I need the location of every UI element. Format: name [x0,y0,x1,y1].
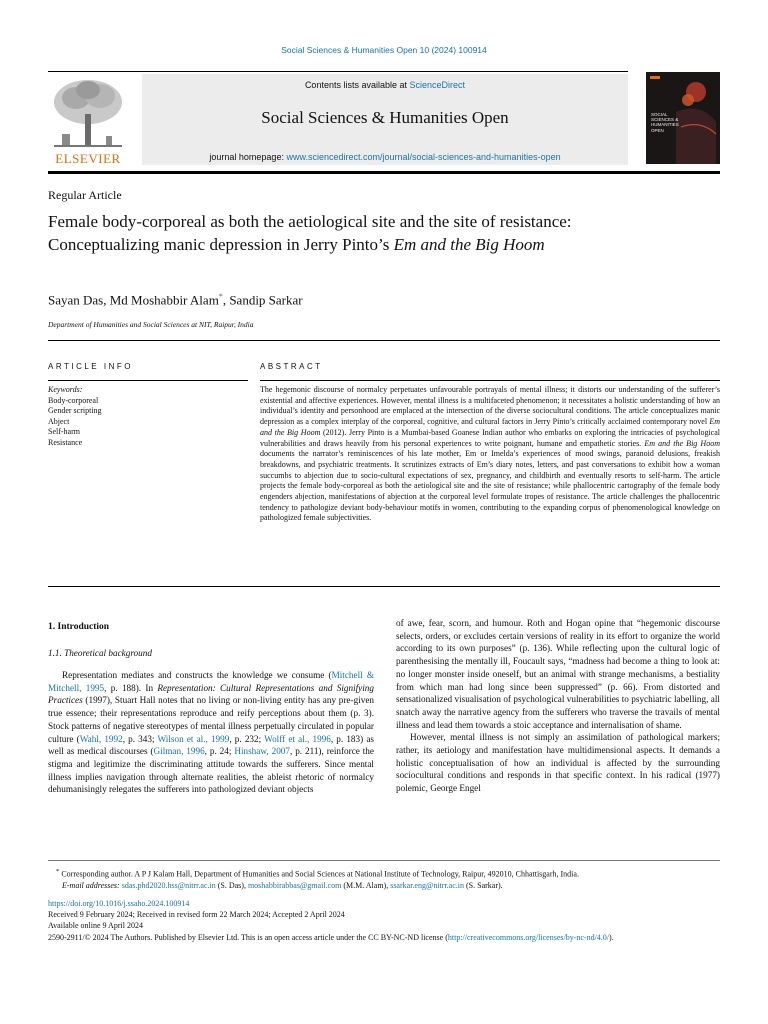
title-text: Female body-corporeal as both the aetiological site and the site of resistance: Conceptualizing manic depression in Jerry Pinto’s [48,212,572,254]
body-paragraph: However, mental illness is not simply an assimilation of pathological markers; rather, its aetiology and manifestation have multidimensional aspects. It demands a holistic conceptualisation of how an individual is affected by the surrounding sociocultural conditions and responds in that specific context. In his radical (1977) polemic, George Engel [396,732,720,794]
keyword: Gender scripting [48,406,102,416]
article-type: Regular Article [48,188,122,202]
email-owner: (S. Sarkar). [464,880,503,890]
body-text: , p. 188). In [104,682,158,693]
sciencedirect-link[interactable]: ScienceDirect [409,80,466,90]
cover-line: HUMANITIES [651,122,679,128]
body-right-column [396,617,720,795]
divider [48,340,720,341]
footnote-text: Corresponding author. A P J Kalam Hall, Department of Humanities and Social Sciences at National Institute of Technology, Raipur, 492010, Chhattisgarh, India. [59,869,579,879]
divider [48,586,720,587]
journal-reference[interactable]: Social Sciences & Humanities Open 10 (2024) 100914 [281,45,487,55]
body-text: , p. 232; [229,733,265,744]
keyword: Resistance [48,437,83,447]
subsection-heading: 1.1. Theoretical background [48,648,152,658]
abstract-rule [260,380,720,381]
keyword: Self-harm [48,427,80,437]
body-text: Representation mediates and constructs the knowledge we consume ( [62,670,332,680]
corresponding-author-note [48,866,720,880]
citation-link[interactable]: Mitchell & Mitchell, 1995 [48,670,375,693]
author-name[interactable]: Sandip Sarkar [229,292,303,308]
abstract-heading: ABSTRACT [260,362,323,371]
citation-link[interactable]: Wahl, 1992 [79,733,123,744]
author-name[interactable]: Md Moshabbir Alam [109,292,219,308]
cover-line: SCIENCES & [651,117,679,123]
footnote-mark: * [56,868,60,875]
citation-link[interactable]: Hinshaw, 2007 [234,746,290,757]
journal-title: Social Sciences & Humanities Open [261,108,509,127]
available-online: Available online 9 April 2024 [48,921,143,931]
article-info-heading: ARTICLE INFO [48,362,133,371]
body-left-column [48,669,374,796]
affiliation: Department of Humanities and Social Sciences at NIT, Raipur, India [48,320,254,329]
keyword: Abject [48,416,70,426]
homepage-link[interactable]: www.sciencedirect.com/journal/social-sciences-and-humanities-open [286,152,561,162]
article-title [48,210,648,256]
author-separator: , [222,292,227,308]
publication-info [48,898,720,943]
email-link[interactable]: sdas.phd2020.hss@nitrr.ac.in [121,880,216,890]
cover-line: OPEN [651,127,664,133]
email-link[interactable]: ssarkar.eng@nitrr.ac.in [390,880,464,890]
abstract-part: documents the narrator’s reminiscences of his late mother, Em or Imelda’s experiences of mood swings, paranoid delusions, freakish breakdowns, and psychiatric treatments. It scrutinizes extracts of Em’s diary notes, letters, and past conversations to exhibit how a woman succumbs to abjection due to socio-cultural expectations of sex, pregnancy, and childbirth and eventually resorts to self-harm. The article projects the female body-corporeal as both the aetiological site and the site of resistance; while phallocentric cartography of the female body engenders abjection, manifestations of abjection at the corporeal level formulate tropes of resistance. The article challenges the phallocentric tendency to pathologize deviant body-behaviour motifs in women, contributing to the expanding corpus of phenomenological knowledge on pathologized female subjectivities. [260,449,720,523]
title-italic: Em and the Big Hoom [393,235,545,254]
body-text: , p. 183) as well as medical discourses ( [48,733,374,757]
email-line [48,880,720,891]
abstract-italic: Em and the Big Hoom [644,438,720,448]
homepage-label: journal homepage: [209,152,284,162]
citation-link[interactable]: Gilman, 1996 [153,746,205,757]
body-italic: Representation: Cultural Representations and Signifying Practices [48,682,374,706]
abstract-part: The hegemonic discourse of normalcy perpetuates unfavourable portrayals of mental illness; it distorts our understanding of the sufferer’s existential and affective experiences. However, mental illness is a multifaceted phenomenon; it necessitates a holistic understanding of how an individual’s identity and personhood are emplaced at the intersection of the diverse sociocultural conditions. The article conceptualizes manic depression as a complex interplay of the corporeal, cognitive, and cultural factors in Jerry Pinto’s critically acclaimed contemporary novel [260,385,720,427]
contents-prefix: Contents lists available at [304,80,407,90]
license-end: ). [609,932,614,942]
keyword: Body-corporeal [48,395,99,405]
corresponding-mark[interactable]: * [218,292,223,301]
license-line [48,932,720,943]
footnote-rule [48,860,720,861]
body-paragraph: of awe, fear, scorn, and humour. Roth and Hogan opine that “hegemonic discourse selects, orders, or excludes certain versions of reality in its effort to organize the world according to its own purposes” (p. 136). While reflecting upon the cultural logic of parenthesising the mentally ill, Foucault says, “madness had become a thing to look at: no longer monster inside oneself, but an animal with strange mechanisms, a bestiality from which man had long since been suppressed” (p. 66). From distorted and sensationalized visualisation of psychological vulnerabilities to psychiatric labelling, all snatch away the narrative agency from the sufferers who traverse the travails of mental illness and lead them towards a stoic acceptance and internalisation of shame. [396,618,720,730]
author-name[interactable]: Sayan Das [48,292,104,308]
journal-cover-image [646,72,720,164]
body-text: (1997), Stuart Hall notes that no living or non-living entity has any pre-given true essence; their representations reproduce and reify perceptions about them (p. 3). Stock patterns of negative stereotypes of mental illness perpetually circulated in popular culture ( [48,695,374,744]
body-text: , p. 24; [204,746,235,757]
elsevier-wordmark: ELSEVIER [55,151,121,166]
body-text: , p. 343; [122,733,158,744]
keywords-block [48,385,102,449]
body-paragraph [48,669,374,796]
footnote [48,866,720,891]
cover-line: SOCIAL [651,112,668,117]
email-owner: (S. Das), [215,880,248,890]
article-info-rule [48,380,248,381]
doi-link[interactable]: https://doi.org/10.1016/j.ssaho.2024.100914 [48,899,190,908]
received-dates: Received 9 February 2024; Received in revised form 22 March 2024; Accepted 2 April 2024 [48,910,345,920]
abstract-italic: Em and the Big Hoom [260,417,720,437]
section-heading-introduction: 1. Introduction [48,622,110,632]
license-link[interactable]: http://creativecommons.org/licenses/by-nc-nd/4.0/ [447,932,610,942]
keywords-label: Keywords: [48,385,83,394]
email-link[interactable]: moshabbirabbas@gmail.com [247,880,342,890]
email-owner: (M.M. Alam), [341,880,391,890]
header-rule-bottom [48,171,720,174]
contents-line [142,80,628,90]
email-label: E-mail addresses: [62,880,120,890]
abstract-text [260,385,720,524]
license-text: 2590-2911/© 2024 The Authors. Published by Elsevier Ltd. This is an open access article under the CC BY-NC-ND license ( [48,932,448,942]
body-text: , p. 211), reinforce the stigma and legitimize the discriminating attitude towards the sufferers. Since mental illness implies navigation through alternate realities, the ableist rhetoric of normalcy dehumanisingly relegates the sufferers into pathologized deviant objects [48,746,374,795]
author-list [48,292,303,308]
citation-link[interactable]: Wolff et al., 1996 [264,733,331,744]
citation-link[interactable]: Wilson et al., 1999 [157,733,230,744]
journal-homepage [142,152,628,162]
author-separator: , [103,292,107,308]
header-rule-top [48,71,628,72]
cover-title [651,112,679,133]
abstract-part: (2012). Jerry Pinto is a Mumbai-based Goanese Indian author who embarks on exploring the intricacies of psychological vulnerabilities and draws heavily from his personal experiences to write poignant, humane and empathetic stories. [260,427,720,448]
